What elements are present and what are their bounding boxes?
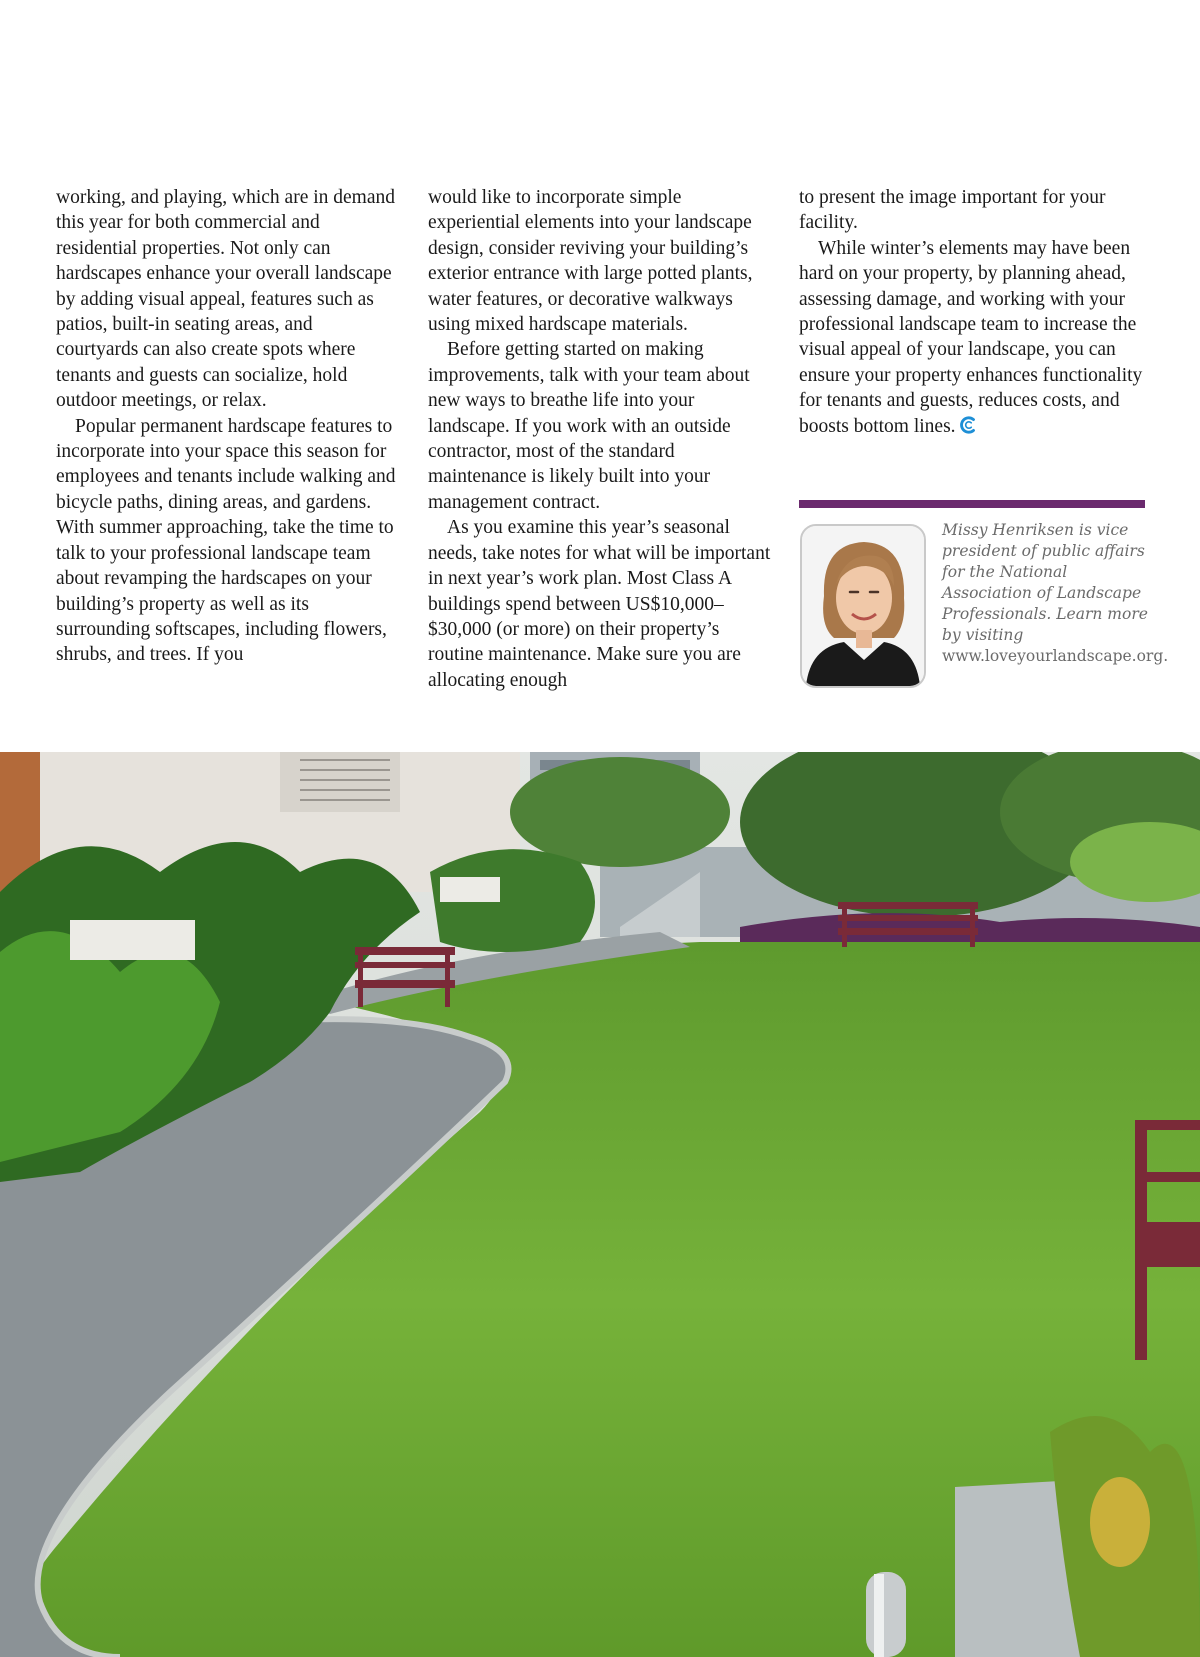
author-portrait-icon <box>802 526 924 686</box>
author-website-link[interactable]: www.loveyourlandscape.org. <box>942 647 1169 665</box>
paragraph: Popular permanent hardscape features to incorporate into your space this season for employees and tenants include walking and bicycle paths, dining areas, and gardens. With summer approaching, take the time to talk to your professional landscape team about revamping the hardscapes on your building’s property as well as its surrounding softscapes, including flowers, shrubs, and trees. If you <box>56 415 396 666</box>
author-photo <box>800 524 926 688</box>
end-of-article-mark-icon <box>960 416 978 434</box>
paragraph: to present the image important for your facility. <box>799 187 1106 234</box>
paragraph: would like to incorporate simple experiential elements into your landscape design, consider reviving your building’s exterior entrance with large potted plants, water features, or decorative walkways using mixed hardscape materials. <box>428 187 753 336</box>
author-bio-text: Missy Henriksen is vice president of public affairs for the National Association of Landscape Professionals. Learn more by visiting <box>942 521 1148 644</box>
garden-photo <box>0 752 1200 1657</box>
garden-scene-icon <box>0 752 1200 1657</box>
paragraph: As you examine this year’s seasonal needs, take notes for what will be important in next year’s work plan. Most Class A buildings spend between US$10,000–$30,000 (or more) on their property’s routine maintenance. Make sure you are allocating enough <box>428 517 771 691</box>
paragraph: working, and playing, which are in demand this year for both commercial and residential properties. Not only can hardscapes enhance your overall landscape by adding visual appeal, features such as patios, built-in seating areas, and courtyards can also create spots where tenants and guests can socialize, hold outdoor meetings, or relax. <box>56 187 395 412</box>
article-column-1 <box>56 185 396 668</box>
paragraph: Before getting started on making improvements, talk with your team about new ways to breathe life into your landscape. If you work with an outside contractor, most of the standard maintenance is likely built into your management contract. <box>428 339 750 513</box>
author-bio <box>942 520 1169 667</box>
paragraph <box>799 236 1149 439</box>
article-column-2 <box>428 185 778 693</box>
paragraph-text: While winter’s elements may have been hard on your property, by planning ahead, assessing damage, and working with your professional landscape team to increase the visual appeal of your landscape, you can ensure your property enhances functionality for tenants and guests, reduces costs, and boosts bottom lines. <box>799 237 1143 437</box>
article-column-3 <box>799 185 1149 439</box>
section-divider <box>799 500 1145 508</box>
